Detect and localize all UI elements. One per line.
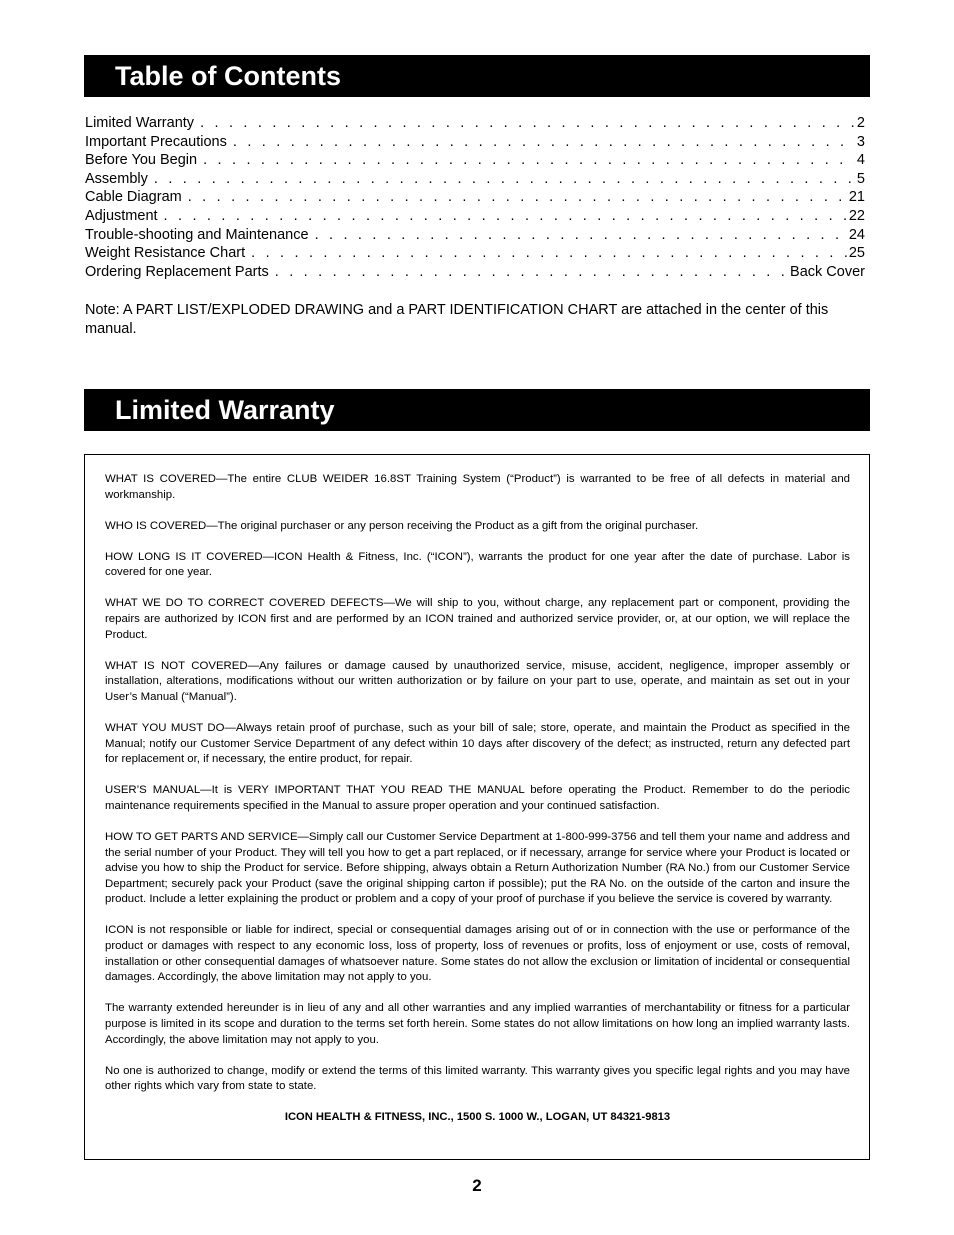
toc-entry[interactable] [85, 151, 865, 170]
warranty-paragraph-rights: No one is authorized to change, modify or extend the terms of this limited warranty. This warranty gives you specific legal rights and you may have other rights which vary from state to state. [105, 1064, 850, 1093]
toc-entry[interactable] [85, 188, 865, 207]
toc-leader-dots [164, 207, 847, 226]
toc-entry[interactable] [85, 170, 865, 189]
warranty-text [105, 472, 850, 1141]
toc-entry-page: 22 [848, 207, 865, 224]
toc-entry-page: 2 [856, 115, 865, 131]
toc-header-bar [84, 55, 870, 97]
toc-entry-page: 5 [856, 170, 865, 187]
toc-leader-dots [188, 188, 847, 207]
warranty-box [84, 454, 870, 1160]
toc-note: Note: A PART LIST/EXPLODED DRAWING and a PART IDENTIFICATION CHART are attached in the center of this manual. [85, 302, 829, 337]
toc-entry[interactable] [85, 114, 865, 133]
toc-leader-dots [251, 244, 847, 263]
toc-entry-page: 25 [848, 245, 865, 262]
page-number: 2 [472, 1176, 482, 1195]
toc-entry[interactable] [85, 263, 865, 282]
toc-leader-dots [275, 263, 788, 282]
toc-entry-title: Cable Diagram [85, 189, 182, 206]
warranty-header-bar [84, 389, 870, 431]
toc-leader-dots [315, 226, 847, 245]
toc-entry-page: 4 [856, 152, 865, 169]
toc-entry-title: Adjustment [85, 207, 158, 224]
warranty-paragraph-what-is-covered: WHAT IS COVERED—The entire CLUB WEIDER 16.8ST Training System (“Product”) is warranted to be free of all defects in material and workmanship. [105, 473, 850, 501]
toc-entry[interactable] [85, 207, 865, 226]
toc-entry-title: Assembly [85, 170, 148, 187]
toc-leader-dots [200, 114, 855, 133]
warranty-paragraph-parts-service: HOW TO GET PARTS AND SERVICE—Simply call our Customer Service Department at 1-800-999-3756 and tell them your name and address and the serial number of your Product. They will tell you how to get a part replaced, or if necessary, arrange for service where your Product is located or advise you how to ship the Product for service. Before shipping, always obtain a Return Authorization Number (RA No.) from our Customer Service Department; securely pack your Product (save the original shipping carton if possible); put the RA No. on the outside of the carton and insure the product. Include a letter explaining the product or problem and a copy of your proof of purchase if you believe the service is covered by warranty. [105, 831, 850, 906]
toc-entry-page: 21 [848, 189, 865, 206]
warranty-paragraph-what-you-must-do: WHAT YOU MUST DO—Always retain proof of purchase, such as your bill of sale; store, operate, and maintain the Product as specified in the Manual; notify our Customer Service Department of any defect within 10 days after discovery of the defect; as instructed, return any defected part for replacement or, if necessary, the entire product, for repair. [105, 722, 850, 766]
toc-heading: Table of Contents [115, 61, 341, 91]
warranty-paragraph-users-manual: USER’S MANUAL—It is VERY IMPORTANT THAT YOU READ THE MANUAL before operating the Product. Remember to do the periodic maintenance requirements specified in the Manual to assure proper operation and your continued satisfaction. [105, 784, 850, 812]
toc-leader-dots [203, 151, 855, 170]
toc-leader-dots [233, 133, 855, 152]
toc-entry-title: Limited Warranty [85, 115, 195, 131]
warranty-paragraph-correct-defects: WHAT WE DO TO CORRECT COVERED DEFECTS—We will ship to you, without charge, any replacement part or component, providing the repairs are authorized by ICON first and are performed by an ICON trained and authorized service provider, or, at our option, we will replace the Product. [105, 597, 850, 641]
toc-entry[interactable] [85, 133, 865, 152]
warranty-paragraph-how-long: HOW LONG IS IT COVERED—ICON Health & Fitness, Inc. (“ICON”), warrants the product for one year after the date of purchase. Labor is covered for one year. [105, 550, 850, 579]
warranty-paragraph-who-is-covered: WHO IS COVERED—The original purchaser or any person receiving the Product as a gift from the original purchaser. [105, 519, 699, 532]
company-address: ICON HEALTH & FITNESS, INC., 1500 S. 1000 W., LOGAN, UT 84321-9813 [284, 1111, 671, 1124]
toc-entry-title: Ordering Replacement Parts [85, 263, 269, 280]
toc-entry[interactable] [85, 244, 865, 263]
warranty-paragraph-implied: The warranty extended hereunder is in lieu of any and all other warranties and any implied warranties of merchantability or fitness for a particular purpose is limited in its scope and duration to the terms set forth herein. Some states do not allow limitations on how long an implied warranty lasts. Accordingly, the above limitation may not apply to you. [105, 1002, 850, 1046]
toc-entry-title: Important Precautions [85, 133, 227, 150]
toc-leader-dots [154, 170, 855, 189]
toc-list [85, 114, 865, 281]
toc-entry-title: Trouble-shooting and Maintenance [85, 226, 309, 243]
warranty-paragraph-liability: ICON is not responsible or liable for indirect, special or consequential damages arising out of or in connection with the use or performance of the product or damages with respect to any economic loss, loss of property, loss of revenues or profits, loss of enjoyment or use, costs of removal, installation or other consequential damages of whatsoever nature. Some states do not allow the exclusion or limitation of incidental or consequential damages. Accordingly, the above limitation may not apply to you. [105, 924, 850, 984]
toc-entry-title: Before You Begin [85, 152, 198, 169]
toc-entry-page: 3 [856, 133, 865, 150]
warranty-heading: Limited Warranty [115, 395, 335, 425]
toc-entry-title: Weight Resistance Chart [85, 245, 246, 262]
toc-entry-page: 24 [848, 226, 865, 243]
toc-entry[interactable] [85, 226, 865, 245]
warranty-paragraph-not-covered: WHAT IS NOT COVERED—Any failures or damage caused by unauthorized service, misuse, accident, negligence, improper assembly or installation, alterations, modifications without our written authorization or by failure on your part to use, operate, and maintain as set out in your User’s Manual (“Manual”). [105, 659, 850, 703]
toc-entry-page: Back Cover [790, 263, 865, 280]
